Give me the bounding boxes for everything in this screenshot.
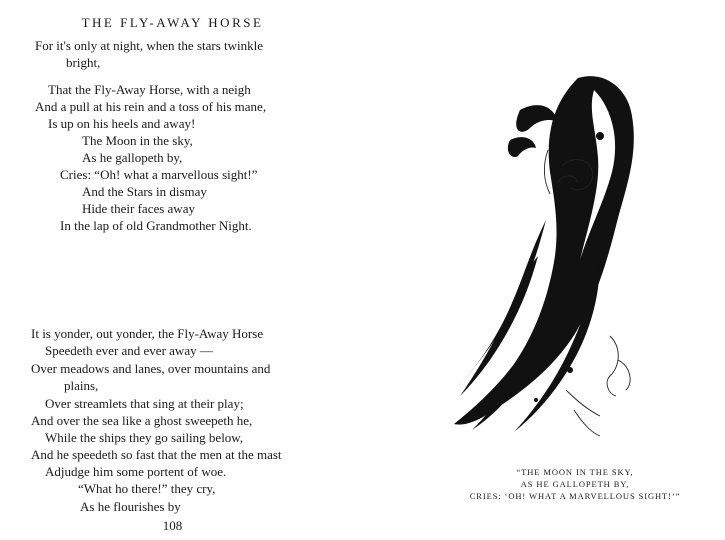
poem-line: Cries: “Oh! what a marvellous sight!”: [60, 167, 258, 182]
poem-line: Adjudge him some portent of woe.: [45, 464, 227, 479]
poem-line: In the lap of old Grandmother Night.: [60, 218, 252, 233]
poem-line: While the ships they go sailing below,: [45, 430, 244, 445]
illustration-caption: [440, 466, 710, 502]
caption-line: “THE MOON IN THE SKY,: [516, 467, 634, 477]
fly-away-horse-illustration: [450, 70, 670, 470]
left-page: [0, 0, 345, 540]
poem-line: As he flourishes by: [80, 499, 181, 514]
poem-line: bright,: [66, 55, 101, 70]
poem-line: That the Fly-Away Horse, with a neigh: [48, 82, 251, 97]
poem-line: And he speedeth so fast that the men at the mast: [31, 447, 282, 462]
poem-line: plains,: [64, 378, 99, 393]
poem-line: Over streamlets that sing at their play;: [45, 396, 244, 411]
poem-line: And a pull at his rein and a toss of his mane,: [35, 99, 267, 114]
right-page: [345, 0, 725, 540]
running-title: THE FLY-AWAY HORSE: [81, 15, 264, 30]
poem-line: “What ho there!” they cry,: [78, 481, 216, 496]
poem-line: Over meadows and lanes, over mountains and: [31, 361, 271, 376]
caption-line: AS HE GALLOPETH BY,: [520, 479, 630, 489]
poem-line: As he gallopeth by,: [82, 150, 183, 165]
poem-line: And over the sea like a ghost sweepeth he,: [31, 413, 253, 428]
poem-line: For it's only at night, when the stars twinkle: [35, 38, 264, 53]
poem-line: The Moon in the sky,: [82, 133, 193, 148]
poem-line: And the Stars in dismay: [82, 184, 207, 199]
poem-line: Is up on his heels and away!: [48, 116, 196, 131]
poem-line: It is yonder, out yonder, the Fly-Away Horse: [31, 326, 264, 341]
poem-line: Speedeth ever and ever away —: [45, 343, 213, 358]
page-number: 108: [162, 518, 183, 533]
caption-line: CRIES: ‘OH! WHAT A MARVELLOUS SIGHT!’”: [469, 491, 681, 501]
poem-line: Hide their faces away: [82, 201, 195, 216]
